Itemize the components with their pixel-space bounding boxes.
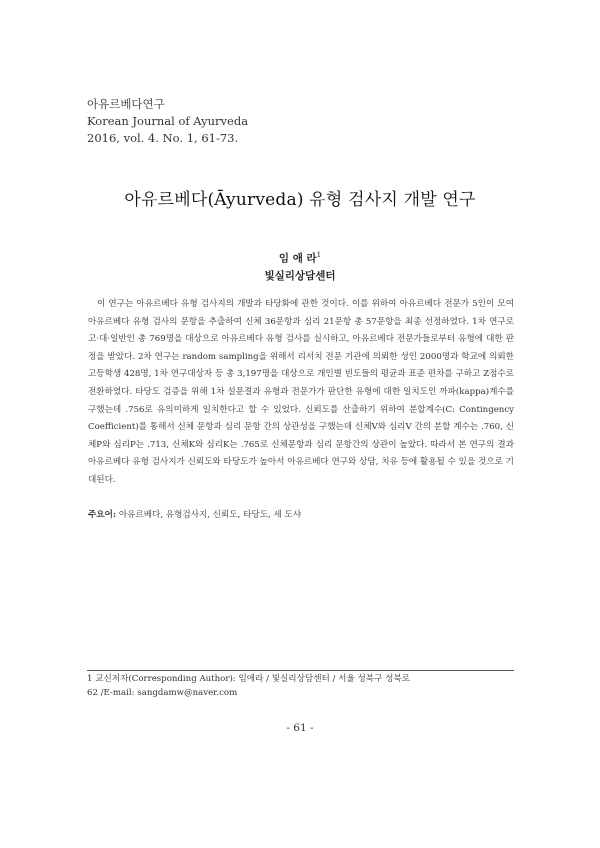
author-block xyxy=(0,247,600,285)
abstract-text: 이 연구는 아유르베다 유형 검사지의 개발과 타당화에 관한 것이다. 이를 위하여 아유르베다 전문가 5인이 모여 아유르베다 유형 검사의 문항을 추출하여 신체 36문항과 심리 21문항 총 57문항을 최종 선정하였다. 1차 연구로 고·대·일반인 총 769명을 대상으로 아유르베다 유형 검사를 실시하고, 아유르베다 전문가들로부터 유형에 대한 판정을 받았다. 2차 연구는 random sampling을 위해서 리서치 전문 기관에 의뢰한 성인 2000명과 학교에 의뢰한 고등학생 428명, 1차 연구대상자 등 총 3,197명을 대상으로 개인별 빈도들의 평균과 표준 편차를 구하고 Z점수로 전환하였다. 타당도 검증을 위해 1차 설문결과 유형과 전문가가 판단한 유형에 대한 일치도인 까파(kappa)계수를 구했는데 .756로 유의미하게 일치한다고 할 수 있었다. 신뢰도를 산출하기 위하여 분할계수(C: Contingency Coefficient)를 통해서 신체 문항과 심리 문항 간의 상관성을 구했는데 신체V와 심리V 간의 분할 계수는 .760, 신체P와 심리P는 .713, 신체K와 심리K는 .765로 신체문항과 심리 문항간의 상관이 높았다. 따라서 본 연구의 결과 아유르베다 유형 검사지가 신뢰도와 타당도가 높아서 아유르베다 연구와 상담, 치유 등에 활용될 수 있을 것으로 기대된다. xyxy=(88,299,514,485)
footnote-line-2: 62 /E-mail: sangdamw@naver.com xyxy=(87,687,238,698)
author-name: 임 애 라 xyxy=(278,252,317,265)
journal-header xyxy=(87,96,248,147)
author-line xyxy=(0,247,600,268)
abstract xyxy=(88,296,514,490)
keywords xyxy=(88,508,301,520)
footnote-line-1: 1 교신저자(Corresponding Author): 임애라 / 빛실리상담센터 / 서울 성북구 성북로 xyxy=(87,674,411,684)
page-number: - 61 - xyxy=(286,722,314,734)
footnote xyxy=(87,673,410,700)
author-affiliation: 빛실리상담센터 xyxy=(264,269,336,282)
journal-citation: 2016, vol. 4. No. 1, 61-73. xyxy=(87,131,239,145)
journal-name-korean: 아유르베다연구 xyxy=(87,97,165,111)
paper-title: 아유르베다(Āyurveda) 유형 검사지 개발 연구 xyxy=(124,190,476,210)
author-footnote-mark: 1 xyxy=(316,251,322,259)
keywords-text: 아유르베다, 유형검사지, 신뢰도, 타당도, 세 도샤 xyxy=(118,510,302,520)
keywords-label: 주요어: xyxy=(88,510,117,520)
journal-name-english: Korean Journal of Ayurveda xyxy=(87,114,249,128)
footnote-divider xyxy=(87,670,514,671)
